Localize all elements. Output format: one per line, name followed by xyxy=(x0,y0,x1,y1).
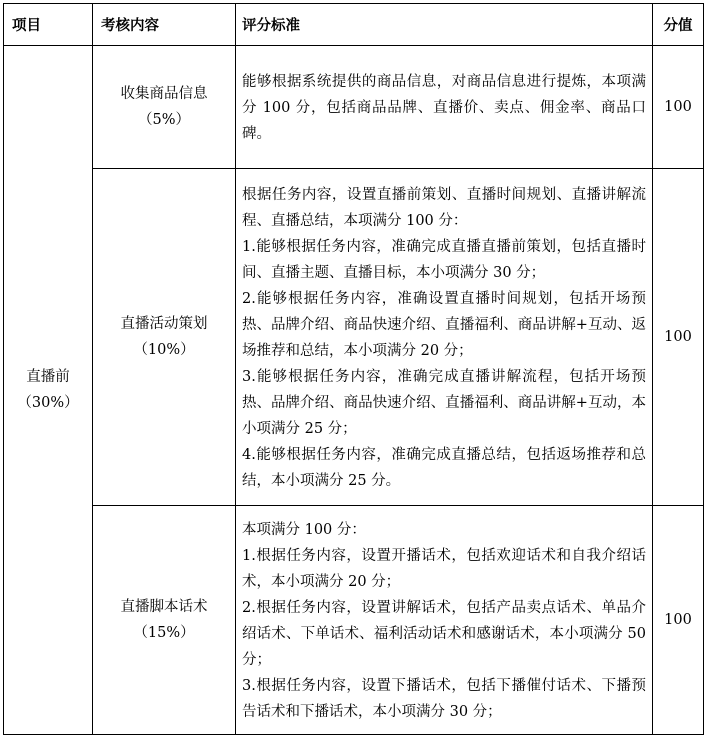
table-row xyxy=(4,46,704,169)
content-weight: （10%） xyxy=(133,342,195,358)
header-row xyxy=(4,4,704,46)
header-project: 项目 xyxy=(4,4,93,46)
content-name: 收集商品信息 xyxy=(120,86,208,102)
content-weight: （15%） xyxy=(133,625,195,641)
score-cell: 100 xyxy=(653,506,704,735)
criteria-text: 1.根据任务内容，设置开播话术，包括欢迎话术和自我介绍话术，本小项满分 20 分； xyxy=(242,548,646,590)
header-criteria: 评分标准 xyxy=(236,4,653,46)
criteria-text: 2.能够根据任务内容，准确设置直播时间规划，包括开场预热、品牌介绍、商品快速介绍、直播福利、商品讲解+互动、返场推荐和总结，本小项满分 20 分； xyxy=(242,291,646,359)
header-score: 分值 xyxy=(653,4,704,46)
header-content: 考核内容 xyxy=(93,4,236,46)
score-cell: 100 xyxy=(653,46,704,169)
scoring-table xyxy=(3,3,704,735)
criteria-text: 3.能够根据任务内容，准确完成直播讲解流程，包括开场预热、品牌介绍、商品快速介绍、直播福利、商品讲解+互动，本小项满分 25 分； xyxy=(242,369,646,437)
criteria-text: 3.根据任务内容，设置下播话术，包括下播催付话术、下播预告话术和下播话术，本小项满分 30 分； xyxy=(242,678,646,720)
content-cell xyxy=(93,506,236,735)
criteria-cell xyxy=(236,506,653,735)
criteria-text: 本项满分 100 分： xyxy=(242,522,366,538)
project-weight: （30%） xyxy=(17,395,79,411)
content-cell xyxy=(93,169,236,506)
criteria-text: 2.根据任务内容，设置讲解话术，包括产品卖点话术、单品介绍话术、下单话术、福利活动话术和感谢话术，本小项满分 50 分； xyxy=(242,600,646,668)
table-row xyxy=(4,506,704,735)
criteria-text: 能够根据系统提供的商品信息，对商品信息进行提炼，本项满分 100 分，包括商品品牌、直播价、卖点、佣金率、商品口碑。 xyxy=(242,74,646,142)
content-cell xyxy=(93,46,236,169)
content-name: 直播脚本话术 xyxy=(120,599,208,615)
project-cell xyxy=(4,46,93,735)
criteria-cell xyxy=(236,46,653,169)
criteria-text: 1.能够根据任务内容，准确完成直播直播前策划，包括直播时间、直播主题、直播目标，本小项满分 30 分； xyxy=(242,239,646,281)
content-name: 直播活动策划 xyxy=(120,316,208,332)
criteria-text: 根据任务内容，设置直播前策划、直播时间规划、直播讲解流程、直播总结，本项满分 100 分： xyxy=(242,187,646,229)
project-name: 直播前 xyxy=(26,369,70,385)
score-cell: 100 xyxy=(653,169,704,506)
criteria-text: 4.能够根据任务内容，准确完成直播总结，包括返场推荐和总结，本小项满分 25 分。 xyxy=(242,447,646,489)
criteria-cell xyxy=(236,169,653,506)
table-row xyxy=(4,169,704,506)
content-weight: （5%） xyxy=(137,112,190,128)
